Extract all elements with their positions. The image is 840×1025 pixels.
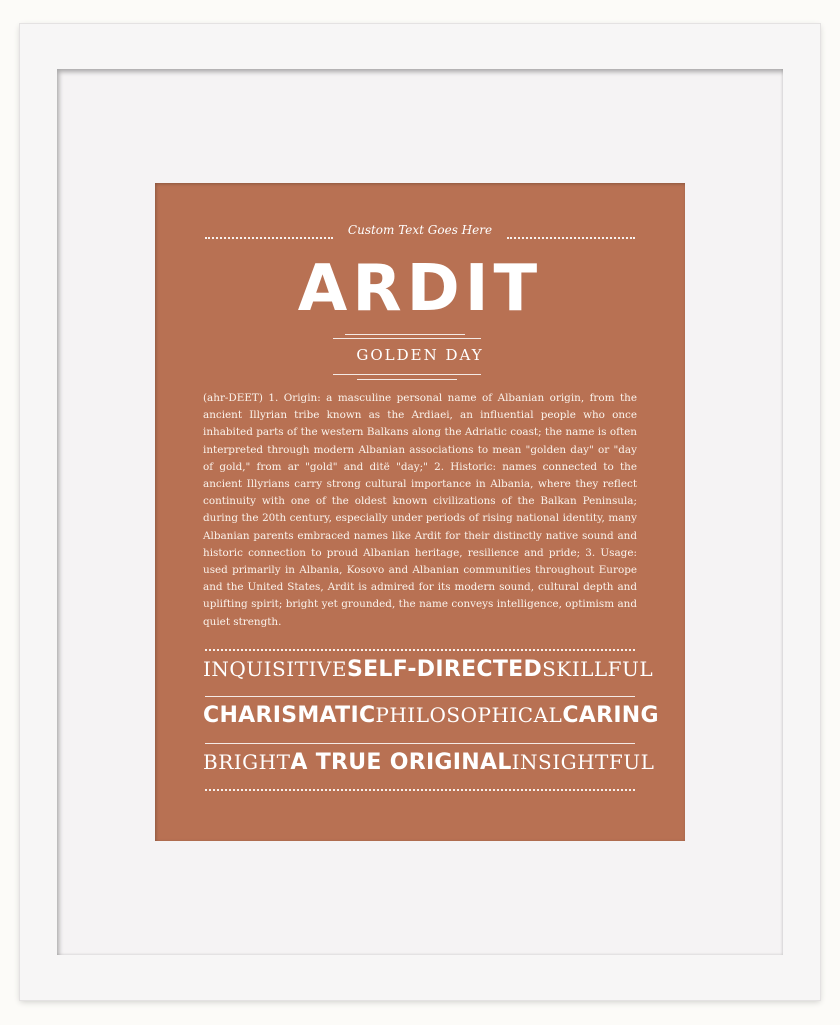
custom-text: Custom Text Goes Here: [347, 223, 493, 237]
name-underline-rule: [345, 334, 465, 335]
trait-word: BRIGHT: [203, 750, 291, 774]
definition-dotted-rule: [205, 649, 635, 651]
top-right-dotted-rule: [507, 237, 635, 239]
trait-word: INQUISITIVE: [203, 657, 347, 681]
trait-row-2: [203, 703, 659, 739]
trait-divider: [205, 743, 635, 744]
trait-word: SELF-DIRECTED: [346, 657, 543, 682]
trait-row-3: [203, 750, 655, 786]
trait-word: PHILOSOPHICAL: [375, 703, 563, 727]
meaning-underline-rule-2: [357, 379, 457, 380]
name-print: [155, 183, 685, 841]
trait-word: CARING: [562, 703, 659, 728]
trait-row-1: [203, 657, 654, 693]
trait-divider: [205, 696, 635, 697]
name-title: ARDIT: [297, 252, 543, 326]
meaning-underline-rule: [333, 374, 481, 375]
name-underline-rule-2: [333, 338, 481, 339]
name-meaning: GOLDEN DAY: [356, 346, 484, 364]
trait-word: A TRUE ORIGINAL: [290, 750, 512, 775]
bottom-dotted-rule: [205, 789, 635, 791]
trait-word: SKILLFUL: [542, 657, 654, 681]
trait-word: CHARISMATIC: [203, 703, 376, 728]
name-definition: (ahr-DEET) 1. Origin: a masculine personal name of Albanian origin, from the ancient Illyrian tribe known as the Ardiaei, an influential people who once inhabited parts of the western Balkans along the Adriatic coast; the name is often interpreted through modern Albanian associations to mean "golden day" or "day of gold," from ar "gold" and ditë "day;" 2. Historic: names connected to the ancient Illyrians carry strong cultural importance in Albania, where they reflect continuity with one of the oldest known civilizations of the Balkan Peninsula; during the 20th century, especially under periods of rising national identity, many Albanian parents embraced names like Ardit for their distinctly native sound and historic connection to proud Albanian heritage, resilience and pride; 3. Usage: used primarily in Albania, Kosovo and Albanian communities throughout Europe and the United States, Ardit is admired for its modern sound, cultural depth and uplifting spirit; bright yet grounded, the name conveys intelligence, optimism and quiet strength.: [203, 392, 637, 628]
trait-word: INSIGHTFUL: [511, 750, 655, 774]
top-left-dotted-rule: [205, 237, 333, 239]
